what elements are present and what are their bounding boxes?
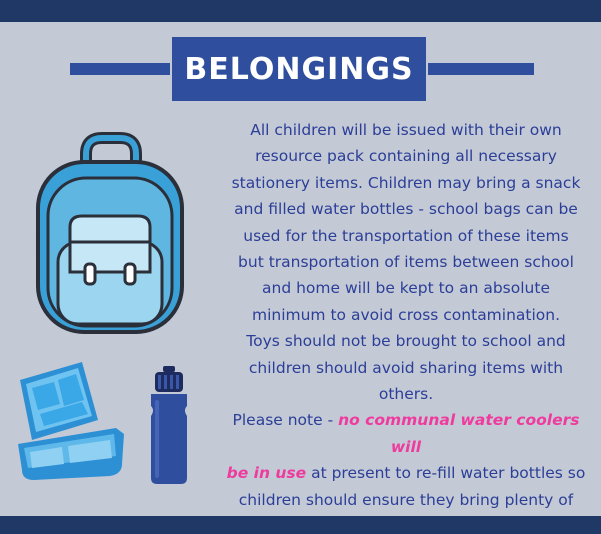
text-line: and filled water bottles - school bags can be: [234, 200, 578, 219]
title-stripe-right: [428, 63, 534, 75]
note-line: [218, 460, 594, 486]
top-banner-bar: [0, 0, 601, 22]
text-line: resource pack containing all necessary: [255, 147, 557, 166]
text-line: others.: [378, 385, 434, 404]
page-title: BELONGINGS: [184, 51, 414, 87]
text-line: used for the transportation of these items: [243, 226, 569, 245]
note-highlight: no communal water coolers will: [338, 411, 580, 456]
backpack-icon: [30, 132, 190, 337]
title-stripe-left: [70, 63, 170, 75]
note-line: [218, 407, 594, 460]
note-text: at present to re-fill water bottles so: [306, 464, 586, 483]
text-line: Toys should not be brought to school and: [246, 332, 566, 351]
note-line: children should ensure they bring plenty of: [238, 490, 574, 509]
text-line: and home will be kept to an absolute: [262, 279, 550, 298]
text-line: stationery items. Children may bring a snack: [231, 173, 581, 192]
water-bottle-icon: [145, 366, 193, 486]
bottom-banner-bar: [0, 516, 601, 534]
text-line: All children will be issued with their own: [250, 121, 562, 139]
text-line: minimum to avoid cross contamination.: [251, 305, 561, 324]
title-box: [172, 37, 426, 101]
lunchbox-icon: [12, 352, 132, 482]
belongings-paragraph: [218, 117, 594, 534]
text-line: but transportation of items between school: [238, 253, 574, 272]
note-prefix: Please note -: [232, 411, 339, 430]
text-line: children should avoid sharing items with: [248, 358, 564, 377]
note-highlight: be in use: [226, 464, 307, 483]
